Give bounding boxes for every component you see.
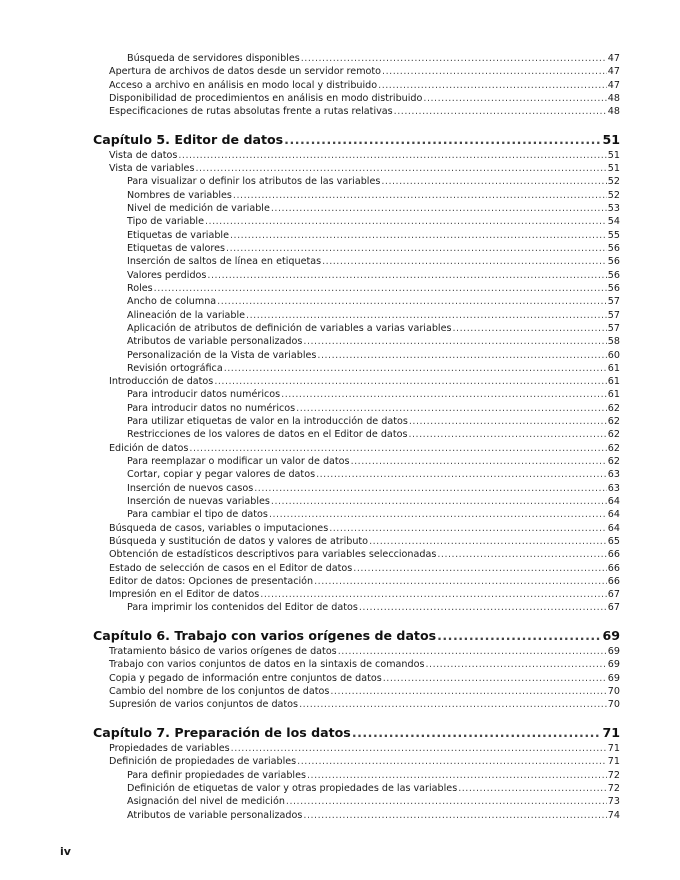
toc-entry-title: Capítulo 6. Trabajo con varios orígenes de datos xyxy=(93,628,437,644)
toc-entry-title: Especificaciones de rutas absolutas frente a rutas relativas xyxy=(109,106,393,118)
dot-leader xyxy=(359,601,607,614)
toc-entry-title: Impresión en el Editor de datos xyxy=(109,589,260,601)
toc-entry-title: Disponibilidad de procedimientos en análisis en modo distribuido xyxy=(109,92,423,104)
toc-entry[interactable] xyxy=(93,482,620,495)
toc-entry-title: Vista de variables xyxy=(109,163,195,175)
toc-entry-title: Búsqueda de servidores disponibles xyxy=(127,53,300,64)
toc-entry-page: 51 xyxy=(602,131,620,147)
toc-entry-page: 48 xyxy=(607,92,620,104)
dot-leader xyxy=(297,755,607,768)
toc-entry-page: 64 xyxy=(607,522,620,534)
toc-entry-title: Inserción de saltos de línea en etiquetas xyxy=(127,256,322,268)
dot-leader xyxy=(296,402,607,415)
toc-entry-title: Nivel de medición de variable xyxy=(127,203,270,215)
toc-entry[interactable] xyxy=(93,795,620,808)
page-number: iv xyxy=(60,845,71,858)
toc-entry-title: Para introducir datos numéricos xyxy=(127,389,281,401)
toc-entry-title: Para visualizar o definir los atributos de las variables xyxy=(127,176,381,188)
toc-entry-title: Inserción de nuevas variables xyxy=(127,495,270,507)
dot-leader xyxy=(299,698,607,711)
toc-entry-title: Para cambiar el tipo de datos xyxy=(127,509,268,521)
toc-entry[interactable] xyxy=(93,548,620,561)
dot-leader xyxy=(437,627,601,645)
toc-entry[interactable] xyxy=(93,672,620,685)
toc-entry-page: 51 xyxy=(607,149,620,161)
toc-entry-page: 67 xyxy=(607,589,620,601)
toc-entry[interactable] xyxy=(93,269,620,282)
toc-entry-page: 62 xyxy=(607,429,620,441)
dot-leader xyxy=(425,658,606,671)
toc-entry[interactable] xyxy=(93,65,620,78)
toc-entry-title: Trabajo con varios conjuntos de datos en la sintaxis de comandos xyxy=(109,659,425,671)
toc-entry-page: 63 xyxy=(607,482,620,494)
toc-entry-title: Acceso a archivo en análisis en modo local y distribuido xyxy=(109,79,378,91)
toc-entry-page: 56 xyxy=(607,243,620,255)
toc-entry[interactable] xyxy=(93,255,620,268)
toc-entry-title: Para introducir datos no numéricos xyxy=(127,402,296,414)
toc-entry-title: Nombres de variables xyxy=(127,189,232,201)
dot-leader xyxy=(286,795,607,808)
dot-leader xyxy=(178,149,606,162)
toc-entry[interactable] xyxy=(93,92,620,105)
toc-entry-page: 47 xyxy=(607,79,620,91)
toc-entry[interactable] xyxy=(93,428,620,441)
toc-entry[interactable] xyxy=(93,755,620,768)
toc-entry-title: Etiquetas de variable xyxy=(127,229,229,241)
toc-entry[interactable] xyxy=(93,388,620,401)
toc-entry[interactable] xyxy=(93,782,620,795)
toc-entry[interactable] xyxy=(93,658,620,671)
dot-leader xyxy=(351,455,607,468)
toc-entry-page: 61 xyxy=(607,376,620,388)
toc-entry-title: Estado de selección de casos en el Editor de datos xyxy=(109,562,353,574)
toc-entry-page: 67 xyxy=(607,602,620,614)
dot-leader xyxy=(458,782,607,795)
toc-entry[interactable] xyxy=(93,588,620,601)
toc-entry-title: Revisión ortográfica xyxy=(127,362,223,374)
toc-entry-page: 70 xyxy=(607,686,620,698)
toc-entry-title: Atributos de variable personalizados xyxy=(127,336,303,348)
toc-entry[interactable] xyxy=(93,375,620,388)
dot-leader xyxy=(281,388,607,401)
toc-entry[interactable] xyxy=(93,229,620,242)
toc-entry-page: 48 xyxy=(607,106,620,118)
toc-entry-page: 53 xyxy=(607,203,620,215)
toc-entry[interactable] xyxy=(93,149,620,162)
toc-entry-page: 70 xyxy=(607,699,620,711)
toc-entry[interactable] xyxy=(93,162,620,175)
toc-chapter-entry[interactable] xyxy=(93,131,620,149)
toc-entry[interactable] xyxy=(93,769,620,782)
toc-entry-title: Edición de datos xyxy=(109,442,189,454)
toc-entry-page: 72 xyxy=(607,782,620,794)
toc-entry[interactable] xyxy=(93,685,620,698)
toc-entry-page: 56 xyxy=(607,282,620,294)
toc-entry[interactable] xyxy=(93,742,620,755)
toc-entry-page: 72 xyxy=(607,769,620,781)
toc-entry[interactable] xyxy=(93,415,620,428)
dot-leader xyxy=(330,685,606,698)
toc-entry-title: Definición de etiquetas de valor y otras propiedades de las variables xyxy=(127,782,458,794)
toc-entry-title: Definición de propiedades de variables xyxy=(109,756,297,768)
toc-entry-page: 69 xyxy=(607,672,620,684)
toc-entry-title: Ancho de columna xyxy=(127,296,217,308)
dot-leader xyxy=(329,522,607,535)
toc-entry-title: Editor de datos: Opciones de presentación xyxy=(109,575,314,587)
toc-entry[interactable] xyxy=(93,175,620,188)
toc-entry-page: 66 xyxy=(607,562,620,574)
dot-leader xyxy=(383,672,607,685)
toc-entry[interactable] xyxy=(93,601,620,614)
toc-entry-page: 69 xyxy=(602,628,620,644)
toc-entry[interactable] xyxy=(93,522,620,535)
toc-chapter-entry[interactable] xyxy=(93,627,620,645)
dot-leader xyxy=(233,189,607,202)
dot-leader xyxy=(307,769,607,782)
dot-leader xyxy=(381,175,606,188)
toc-entry-title: Aplicación de atributos de definición de variables a varias variables xyxy=(127,322,452,334)
toc-entry[interactable] xyxy=(93,442,620,455)
toc-entry-title: Restricciones de los valores de datos en el Editor de datos xyxy=(127,429,408,441)
dot-leader xyxy=(254,482,607,495)
toc-entry-page: 47 xyxy=(607,66,620,78)
toc-entry-title: Tipo de variable xyxy=(127,216,204,228)
toc-entry[interactable] xyxy=(93,79,620,92)
dot-leader xyxy=(316,468,607,481)
toc-entry-title: Roles xyxy=(127,282,153,294)
toc-entry-title: Búsqueda de casos, variables o imputaciones xyxy=(109,522,329,534)
toc-entry-title: Supresión de varios conjuntos de datos xyxy=(109,699,299,711)
dot-leader xyxy=(260,588,606,601)
toc-entry[interactable] xyxy=(93,535,620,548)
toc-entry-page: 60 xyxy=(607,349,620,361)
toc-entry[interactable] xyxy=(93,322,620,335)
dot-leader xyxy=(338,645,607,658)
toc-entry[interactable] xyxy=(93,362,620,375)
toc-entry-title: Capítulo 5. Editor de datos xyxy=(93,131,284,147)
dot-leader xyxy=(246,309,607,322)
toc-entry[interactable] xyxy=(93,575,620,588)
toc-entry[interactable] xyxy=(93,282,620,295)
dot-leader xyxy=(314,575,607,588)
dot-leader xyxy=(409,415,607,428)
toc-entry-page: 71 xyxy=(607,742,620,754)
toc-entry[interactable] xyxy=(93,242,620,255)
toc-entry-page: 56 xyxy=(607,269,620,281)
dot-leader xyxy=(224,362,607,375)
dot-leader xyxy=(205,215,607,228)
toc-entry-page: 65 xyxy=(607,535,620,547)
dot-leader xyxy=(437,548,606,561)
toc-entry-title: Cortar, copiar y pegar valores de datos xyxy=(127,469,316,481)
toc-entry-page: 62 xyxy=(607,402,620,414)
toc-entry-page: 74 xyxy=(607,809,620,821)
toc-entry-page: 57 xyxy=(607,296,620,308)
dot-leader xyxy=(353,562,607,575)
toc-entry-page: 62 xyxy=(607,456,620,468)
toc-entry-page: 52 xyxy=(607,176,620,188)
toc-entry-page: 61 xyxy=(607,389,620,401)
dot-leader xyxy=(382,65,607,78)
toc-entry-title: Personalización de la Vista de variables xyxy=(127,349,317,361)
toc-entry[interactable] xyxy=(93,349,620,362)
toc-entry-page: 63 xyxy=(607,469,620,481)
toc-entry[interactable] xyxy=(93,202,620,215)
toc-entry-title: Etiquetas de valores xyxy=(127,243,226,255)
dot-leader xyxy=(230,229,607,242)
toc-entry-page: 71 xyxy=(607,756,620,768)
toc-chapter-entry[interactable] xyxy=(93,724,620,742)
toc-entry-page: 69 xyxy=(607,646,620,658)
toc-entry-page: 71 xyxy=(602,724,620,740)
table-of-contents xyxy=(93,52,620,822)
toc-entry-page: 47 xyxy=(607,53,620,64)
toc-entry-title: Para reemplazar o modificar un valor de datos xyxy=(127,456,350,468)
toc-entry-page: 62 xyxy=(607,416,620,428)
dot-leader xyxy=(352,724,602,742)
dot-leader xyxy=(214,375,606,388)
toc-entry[interactable] xyxy=(93,562,620,575)
toc-entry-page: 56 xyxy=(607,256,620,268)
toc-entry-page: 62 xyxy=(607,442,620,454)
dot-leader xyxy=(154,282,607,295)
toc-entry-title: Búsqueda y sustitución de datos y valores de atributo xyxy=(109,535,369,547)
dot-leader xyxy=(378,79,607,92)
dot-leader xyxy=(271,202,607,215)
toc-entry[interactable] xyxy=(93,468,620,481)
toc-entry-title: Apertura de archivos de datos desde un servidor remoto xyxy=(109,66,382,78)
toc-entry[interactable] xyxy=(93,698,620,711)
toc-entry[interactable] xyxy=(93,105,620,118)
toc-entry-page: 54 xyxy=(607,216,620,228)
dot-leader xyxy=(189,442,606,455)
toc-entry-title: Valores perdidos xyxy=(127,269,207,281)
dot-leader xyxy=(322,255,607,268)
dot-leader xyxy=(195,162,606,175)
toc-entry[interactable] xyxy=(93,402,620,415)
toc-entry-title: Vista de datos xyxy=(109,149,178,161)
toc-entry-page: 66 xyxy=(607,575,620,587)
dot-leader xyxy=(369,535,607,548)
toc-entry-page: 61 xyxy=(607,362,620,374)
toc-entry-title: Para imprimir los contenidos del Editor de datos xyxy=(127,602,358,614)
dot-leader xyxy=(317,349,606,362)
toc-entry-page: 52 xyxy=(607,189,620,201)
dot-leader xyxy=(423,92,606,105)
toc-entry-page: 55 xyxy=(607,229,620,241)
toc-entry-title: Introducción de datos xyxy=(109,376,214,388)
toc-entry[interactable] xyxy=(93,809,620,822)
toc-entry-title: Capítulo 7. Preparación de los datos xyxy=(93,724,351,740)
toc-entry-page: 69 xyxy=(607,659,620,671)
toc-entry[interactable] xyxy=(93,495,620,508)
toc-entry-page: 51 xyxy=(607,163,620,175)
toc-entry-title: Cambio del nombre de los conjuntos de datos xyxy=(109,686,330,698)
toc-entry-title: Para definir propiedades de variables xyxy=(127,769,306,781)
dot-leader xyxy=(217,295,607,308)
toc-entry[interactable] xyxy=(93,215,620,228)
toc-entry-title: Inserción de nuevos casos xyxy=(127,482,254,494)
dot-leader xyxy=(408,428,606,441)
toc-entry-page: 57 xyxy=(607,309,620,321)
dot-leader xyxy=(394,105,607,118)
toc-entry-page: 64 xyxy=(607,495,620,507)
dot-leader xyxy=(269,508,607,521)
toc-entry-page: 58 xyxy=(607,336,620,348)
toc-entry[interactable] xyxy=(93,189,620,202)
dot-leader xyxy=(453,322,607,335)
toc-entry-title: Alineación de la variable xyxy=(127,309,246,321)
toc-entry-title: Propiedades de variables xyxy=(109,742,230,754)
toc-entry-page: 57 xyxy=(607,322,620,334)
dot-leader xyxy=(231,742,607,755)
toc-entry[interactable] xyxy=(93,645,620,658)
toc-entry[interactable] xyxy=(93,335,620,348)
toc-entry-title: Para utilizar etiquetas de valor en la introducción de datos xyxy=(127,416,408,428)
toc-entry-title: Atributos de variable personalizados xyxy=(127,809,303,821)
toc-entry[interactable] xyxy=(93,508,620,521)
dot-leader xyxy=(301,52,607,65)
toc-entry-page: 73 xyxy=(607,796,620,808)
toc-entry-title: Obtención de estadísticos descriptivos para variables seleccionadas xyxy=(109,549,437,561)
dot-leader xyxy=(303,335,606,348)
toc-entry[interactable] xyxy=(93,455,620,468)
toc-entry-title: Tratamiento básico de varios orígenes de datos xyxy=(109,646,337,658)
toc-entry[interactable] xyxy=(93,309,620,322)
toc-entry[interactable] xyxy=(93,295,620,308)
dot-leader xyxy=(284,131,601,149)
dot-leader xyxy=(303,809,606,822)
toc-entry-title: Copia y pegado de información entre conjuntos de datos xyxy=(109,672,382,684)
toc-entry-page: 64 xyxy=(607,509,620,521)
toc-entry-page: 66 xyxy=(607,549,620,561)
dot-leader xyxy=(271,495,607,508)
dot-leader xyxy=(207,269,606,282)
toc-entry-title: Asignación del nivel de medición xyxy=(127,796,285,808)
dot-leader xyxy=(226,242,607,255)
toc-entry[interactable] xyxy=(93,52,620,65)
